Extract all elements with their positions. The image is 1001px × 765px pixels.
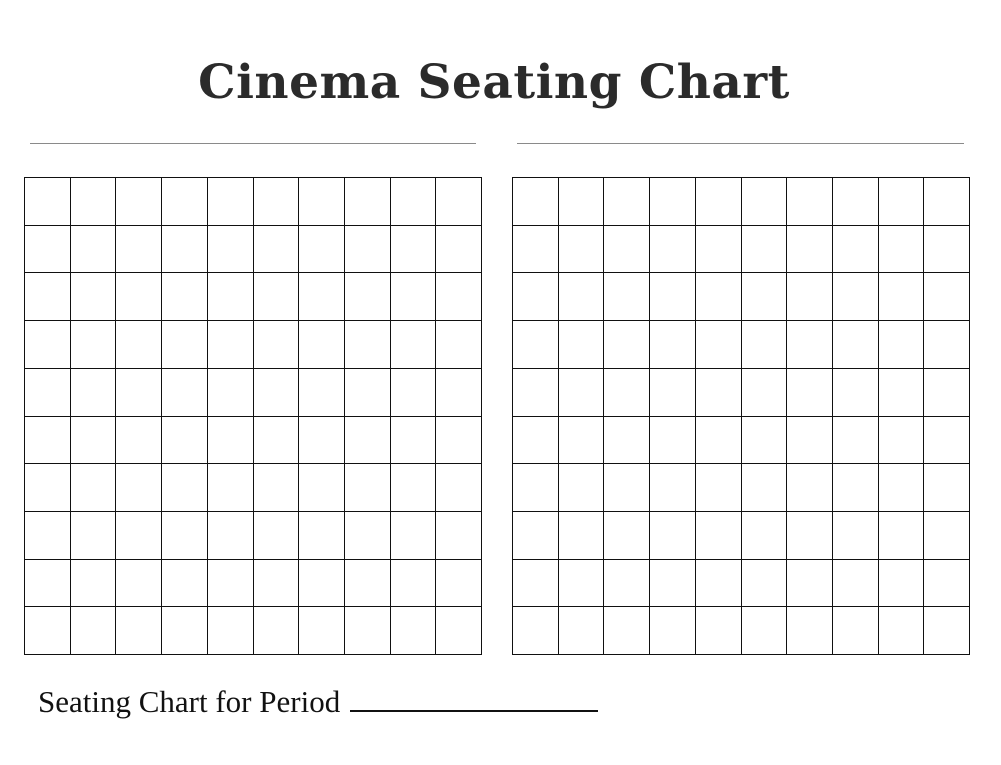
seat-cell (435, 272, 481, 320)
seat-cell (786, 559, 832, 607)
seat-cell (603, 177, 649, 225)
seat-cell (344, 177, 390, 225)
seat-cell (435, 463, 481, 511)
right-seating-grid (512, 177, 970, 655)
seat-cell (344, 320, 390, 368)
period-label: Seating Chart for Period (38, 684, 341, 719)
seat-cell (390, 320, 436, 368)
seat-cell (24, 225, 70, 273)
seat-cell (741, 225, 787, 273)
seat-cell (70, 320, 116, 368)
seat-cell (923, 225, 969, 273)
seat-cell (878, 606, 924, 654)
seat-cell (741, 559, 787, 607)
seat-cell (435, 559, 481, 607)
seat-cell (923, 606, 969, 654)
seat-cell (878, 272, 924, 320)
seat-cell (786, 320, 832, 368)
seat-cell (512, 416, 558, 464)
seat-cell (695, 559, 741, 607)
seat-cell (298, 463, 344, 511)
seat-cell (786, 606, 832, 654)
seat-cell (741, 368, 787, 416)
seat-cell (390, 463, 436, 511)
seat-cell (558, 272, 604, 320)
seat-cell (70, 416, 116, 464)
seat-cell (923, 559, 969, 607)
seat-cell (253, 320, 299, 368)
seat-cell (70, 177, 116, 225)
seat-cell (649, 177, 695, 225)
seat-cell (558, 606, 604, 654)
seat-cell (344, 463, 390, 511)
seat-cell (512, 320, 558, 368)
seat-cell (115, 320, 161, 368)
seat-cell (24, 511, 70, 559)
seat-cell (558, 416, 604, 464)
seat-cell (70, 606, 116, 654)
seat-cell (695, 177, 741, 225)
seat-cell (558, 511, 604, 559)
seat-cell (298, 368, 344, 416)
seat-cell (832, 225, 878, 273)
seat-cell (512, 225, 558, 273)
seat-cell (70, 559, 116, 607)
seat-cell (435, 177, 481, 225)
seat-cell (832, 272, 878, 320)
seat-cell (741, 606, 787, 654)
seat-cell (298, 320, 344, 368)
seat-cell (207, 177, 253, 225)
seat-cell (786, 416, 832, 464)
seat-cell (390, 225, 436, 273)
seat-cell (878, 559, 924, 607)
seat-cell (558, 177, 604, 225)
seat-cell (390, 368, 436, 416)
seat-cell (435, 606, 481, 654)
seat-cell (70, 225, 116, 273)
seat-cell (603, 416, 649, 464)
seat-cell (512, 177, 558, 225)
seat-cell (24, 368, 70, 416)
seat-cell (390, 559, 436, 607)
seat-cell (741, 320, 787, 368)
seat-cell (649, 559, 695, 607)
seat-cell (344, 225, 390, 273)
seat-cell (923, 368, 969, 416)
seat-cell (253, 463, 299, 511)
seat-cell (344, 559, 390, 607)
seat-cell (115, 463, 161, 511)
seat-cell (832, 368, 878, 416)
seat-cell (161, 606, 207, 654)
seat-cell (435, 368, 481, 416)
seat-cell (832, 606, 878, 654)
seat-cell (878, 225, 924, 273)
seat-cell (558, 320, 604, 368)
seat-cell (344, 511, 390, 559)
seat-cell (603, 225, 649, 273)
page-title: Cinema Seating Chart (198, 55, 790, 111)
seat-cell (512, 511, 558, 559)
seat-cell (435, 225, 481, 273)
seat-cell (603, 559, 649, 607)
seat-cell (253, 559, 299, 607)
seat-cell (207, 463, 253, 511)
seat-cell (298, 177, 344, 225)
seat-cell (832, 559, 878, 607)
seat-cell (161, 272, 207, 320)
seat-cell (923, 511, 969, 559)
right-section-name-line (517, 143, 964, 144)
seat-cell (161, 416, 207, 464)
seat-cell (298, 606, 344, 654)
seat-cell (741, 416, 787, 464)
seat-cell (878, 416, 924, 464)
seat-cell (741, 177, 787, 225)
period-blank-line (350, 680, 598, 712)
seat-cell (558, 368, 604, 416)
seat-cell (390, 272, 436, 320)
seat-cell (24, 320, 70, 368)
seat-cell (390, 416, 436, 464)
seat-cell (253, 177, 299, 225)
seat-cell (435, 416, 481, 464)
seat-cell (832, 511, 878, 559)
left-section-name-line (30, 143, 476, 144)
seat-cell (741, 463, 787, 511)
seat-cell (878, 463, 924, 511)
seat-cell (512, 606, 558, 654)
seat-cell (923, 320, 969, 368)
seat-cell (512, 463, 558, 511)
seat-cell (786, 225, 832, 273)
seat-cell (512, 368, 558, 416)
seat-cell (878, 511, 924, 559)
seat-cell (253, 416, 299, 464)
seat-cell (207, 320, 253, 368)
seat-cell (115, 272, 161, 320)
seat-cell (603, 320, 649, 368)
seat-cell (923, 416, 969, 464)
seat-cell (344, 416, 390, 464)
seat-cell (207, 559, 253, 607)
seat-cell (435, 511, 481, 559)
seat-cell (253, 511, 299, 559)
seat-cell (512, 272, 558, 320)
seat-cell (70, 272, 116, 320)
seat-cell (115, 416, 161, 464)
seat-cell (695, 320, 741, 368)
seat-cell (70, 511, 116, 559)
seat-cell (390, 177, 436, 225)
seat-cell (603, 368, 649, 416)
seat-cell (695, 272, 741, 320)
seat-cell (878, 177, 924, 225)
seat-cell (649, 511, 695, 559)
seat-cell (161, 177, 207, 225)
seat-cell (786, 272, 832, 320)
seat-cell (923, 272, 969, 320)
seat-cell (24, 559, 70, 607)
seat-cell (512, 559, 558, 607)
seat-cell (786, 368, 832, 416)
seat-cell (70, 463, 116, 511)
seat-cell (786, 177, 832, 225)
seat-cell (390, 606, 436, 654)
seat-cell (649, 272, 695, 320)
seat-cell (24, 416, 70, 464)
seat-cell (603, 606, 649, 654)
seat-cell (878, 368, 924, 416)
seat-cell (435, 320, 481, 368)
seat-cell (603, 463, 649, 511)
seat-cell (558, 463, 604, 511)
left-seating-grid (24, 177, 482, 655)
seat-cell (603, 511, 649, 559)
seat-cell (161, 368, 207, 416)
seat-cell (161, 320, 207, 368)
seat-cell (207, 511, 253, 559)
seat-cell (649, 225, 695, 273)
seat-cell (24, 177, 70, 225)
seat-cell (298, 559, 344, 607)
seat-cell (878, 320, 924, 368)
seat-cell (207, 416, 253, 464)
seat-cell (923, 463, 969, 511)
seat-cell (695, 225, 741, 273)
seat-cell (207, 272, 253, 320)
seat-cell (207, 368, 253, 416)
seat-cell (115, 511, 161, 559)
seat-cell (649, 368, 695, 416)
seat-cell (741, 272, 787, 320)
seat-cell (390, 511, 436, 559)
seat-cell (695, 463, 741, 511)
seat-cell (161, 463, 207, 511)
seat-cell (298, 511, 344, 559)
seat-cell (115, 225, 161, 273)
seat-cell (786, 511, 832, 559)
seat-cell (115, 368, 161, 416)
seat-cell (70, 368, 116, 416)
seat-cell (832, 463, 878, 511)
seat-cell (695, 368, 741, 416)
seat-cell (695, 511, 741, 559)
seat-cell (253, 368, 299, 416)
seat-cell (603, 272, 649, 320)
seat-cell (695, 416, 741, 464)
seat-cell (832, 177, 878, 225)
seat-cell (24, 463, 70, 511)
seat-cell (161, 559, 207, 607)
seat-cell (558, 225, 604, 273)
seat-cell (115, 559, 161, 607)
seat-cell (115, 177, 161, 225)
seat-cell (344, 368, 390, 416)
seat-cell (741, 511, 787, 559)
seat-cell (649, 463, 695, 511)
period-footer (38, 680, 598, 722)
seat-cell (161, 225, 207, 273)
seat-cell (207, 606, 253, 654)
seat-cell (832, 320, 878, 368)
seat-cell (649, 606, 695, 654)
seat-cell (298, 225, 344, 273)
seat-cell (649, 416, 695, 464)
seat-cell (786, 463, 832, 511)
seat-cell (344, 606, 390, 654)
seat-cell (649, 320, 695, 368)
seat-cell (207, 225, 253, 273)
seat-cell (253, 225, 299, 273)
seat-cell (344, 272, 390, 320)
seat-cell (253, 272, 299, 320)
seat-cell (832, 416, 878, 464)
seat-cell (923, 177, 969, 225)
seat-cell (298, 272, 344, 320)
seat-cell (24, 272, 70, 320)
seat-cell (161, 511, 207, 559)
seat-cell (115, 606, 161, 654)
seat-cell (695, 606, 741, 654)
seat-cell (298, 416, 344, 464)
seat-cell (24, 606, 70, 654)
seat-cell (253, 606, 299, 654)
seat-cell (558, 559, 604, 607)
